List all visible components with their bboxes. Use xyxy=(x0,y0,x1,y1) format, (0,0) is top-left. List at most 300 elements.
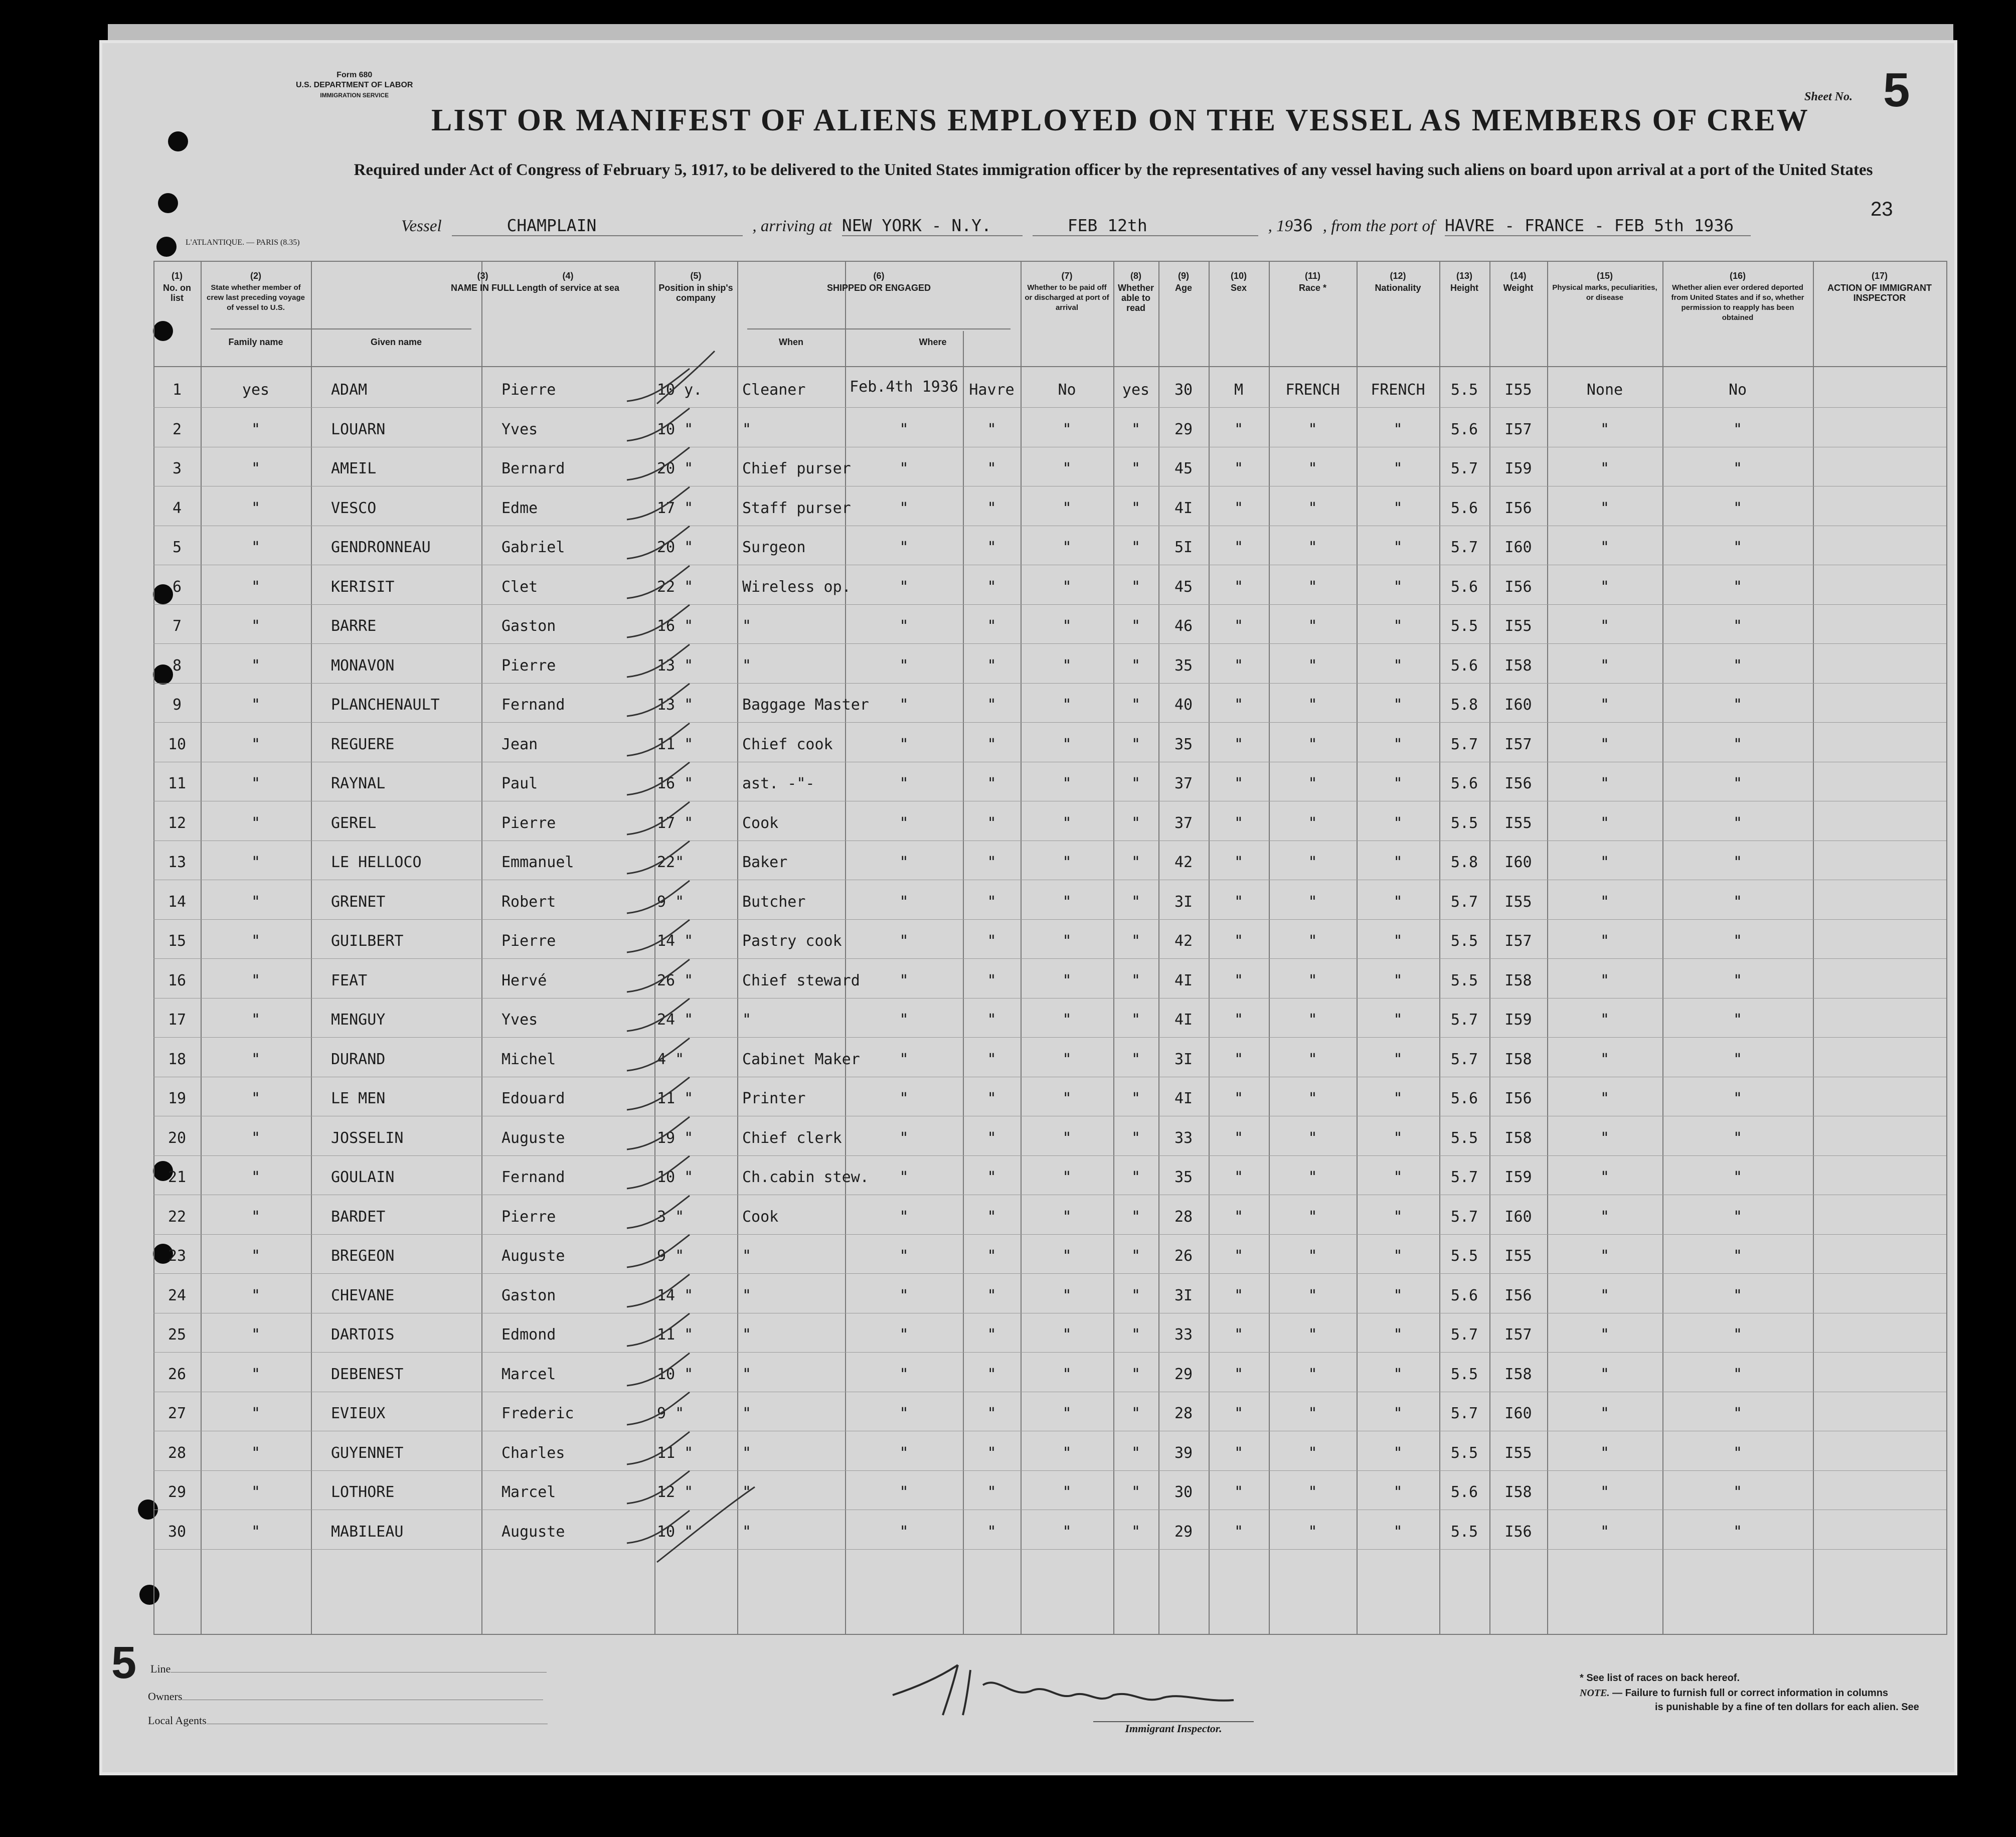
column-label: No. on list xyxy=(163,283,191,303)
cell-read: " xyxy=(1131,1208,1141,1226)
cell-read: " xyxy=(1131,736,1141,753)
column-header xyxy=(1357,271,1439,295)
cell-prev: " xyxy=(251,1405,261,1422)
owners-label: Owners xyxy=(148,1690,543,1703)
cell-family: KERISIT xyxy=(331,578,395,596)
cell-weight: I55 xyxy=(1504,381,1532,399)
cell-marks: " xyxy=(1600,1247,1610,1265)
cell-sex: " xyxy=(1234,1129,1244,1147)
cell-weight: I55 xyxy=(1504,814,1532,832)
cell-height: 5.5 xyxy=(1450,381,1478,399)
cell-given: Gabriel xyxy=(501,539,565,556)
cell-race: " xyxy=(1308,775,1317,792)
cell-read: " xyxy=(1131,499,1141,517)
cell-marks: " xyxy=(1600,1168,1610,1186)
cell-where: " xyxy=(987,814,996,832)
cell-sex: " xyxy=(1234,696,1244,714)
cell-height: 5.5 xyxy=(1450,617,1478,635)
cell-no: 8 xyxy=(172,657,182,675)
cell-where: " xyxy=(987,1444,996,1462)
cell-where: " xyxy=(987,1129,996,1147)
cell-paid: No xyxy=(1058,381,1076,399)
cell-sex: " xyxy=(1234,854,1244,871)
cell-given: Pierre xyxy=(501,657,556,675)
cell-nat: " xyxy=(1393,1483,1403,1501)
cell-height: 5.7 xyxy=(1450,539,1478,556)
cell-position: " xyxy=(742,421,752,438)
table-row xyxy=(153,1523,1946,1562)
cell-no: 12 xyxy=(167,814,187,832)
cell-no: 19 xyxy=(167,1090,187,1107)
cell-no: 18 xyxy=(167,1051,187,1068)
column-number: (4) xyxy=(562,271,574,281)
cell-given: Pierre xyxy=(501,381,556,399)
cell-age: 45 xyxy=(1174,460,1193,477)
cell-weight: I56 xyxy=(1504,775,1532,792)
cell-where: " xyxy=(987,617,996,635)
column-label: Height xyxy=(1450,283,1478,293)
cell-position: " xyxy=(742,1405,752,1422)
cell-nat: " xyxy=(1393,657,1403,675)
cell-position: Staff purser xyxy=(742,499,851,517)
cell-where: " xyxy=(987,578,996,596)
cell-weight: I57 xyxy=(1504,932,1532,950)
column-subheader: Family name xyxy=(228,337,283,347)
cell-family: AMEIL xyxy=(331,460,377,477)
column-label: SHIPPED OR ENGAGED xyxy=(826,283,931,293)
cell-nat: " xyxy=(1393,1051,1403,1068)
cell-height: 5.7 xyxy=(1450,1051,1478,1068)
cell-nat: " xyxy=(1393,1523,1403,1541)
cell-family: LE HELLOCO xyxy=(331,854,422,871)
cell-height: 5.5 xyxy=(1450,1444,1478,1462)
cell-marks: " xyxy=(1600,499,1610,517)
table-row xyxy=(153,1247,1946,1286)
cell-height: 5.6 xyxy=(1450,1090,1478,1107)
column-label: Sex xyxy=(1230,283,1247,293)
cell-prev: " xyxy=(251,775,261,792)
cell-deported: " xyxy=(1733,932,1743,950)
cell-weight: I58 xyxy=(1504,1129,1532,1147)
cell-deported: " xyxy=(1733,893,1743,911)
cell-paid: " xyxy=(1062,814,1072,832)
cell-paid: " xyxy=(1062,460,1072,477)
cell-race: " xyxy=(1308,1168,1317,1186)
cell-paid: " xyxy=(1062,696,1072,714)
cell-given: Edouard xyxy=(501,1090,565,1107)
table-row xyxy=(153,1208,1946,1247)
cell-given: Yves xyxy=(501,1011,538,1029)
column-header xyxy=(1662,271,1813,325)
cell-no: 4 xyxy=(172,499,182,517)
cell-height: 5.5 xyxy=(1450,814,1478,832)
cell-when: " xyxy=(899,1168,909,1186)
note-line-2: is punishable by a fine of ten dollars for each alien. See xyxy=(1655,1702,1919,1713)
cell-height: 5.7 xyxy=(1450,736,1478,753)
cell-sex: " xyxy=(1234,775,1244,792)
header-underline xyxy=(211,328,471,329)
cell-deported: " xyxy=(1733,499,1743,517)
cell-no: 13 xyxy=(167,854,187,871)
cell-prev: " xyxy=(251,1247,261,1265)
cell-paid: " xyxy=(1062,775,1072,792)
cell-read: " xyxy=(1131,1523,1141,1541)
cell-marks: " xyxy=(1600,696,1610,714)
cell-paid: " xyxy=(1062,1444,1072,1462)
cell-deported: " xyxy=(1733,696,1743,714)
cell-position: Wireless op. xyxy=(742,578,851,596)
cell-family: MABILEAU xyxy=(331,1523,404,1541)
cell-family: DURAND xyxy=(331,1051,386,1068)
cell-sex: " xyxy=(1234,421,1244,438)
cell-read: " xyxy=(1131,1051,1141,1068)
cell-sex: " xyxy=(1234,972,1244,989)
cell-no: 20 xyxy=(167,1129,187,1147)
cell-no: 7 xyxy=(172,617,182,635)
cell-position: Cleaner xyxy=(742,381,806,399)
cell-no: 22 xyxy=(167,1208,187,1226)
cell-paid: " xyxy=(1062,1326,1072,1344)
cell-height: 5.6 xyxy=(1450,578,1478,596)
printer-mark: L'ATLANTIQUE. — PARIS (8.35) xyxy=(186,238,300,247)
cell-height: 5.8 xyxy=(1450,854,1478,871)
cell-position: Surgeon xyxy=(742,539,806,556)
cell-paid: " xyxy=(1062,854,1072,871)
column-header xyxy=(1489,271,1547,295)
cell-prev: " xyxy=(251,893,261,911)
cell-read: " xyxy=(1131,1168,1141,1186)
cell-paid: " xyxy=(1062,499,1072,517)
cell-position: " xyxy=(742,1366,752,1383)
cell-where: " xyxy=(987,1247,996,1265)
cell-prev: " xyxy=(251,1011,261,1029)
cell-height: 5.6 xyxy=(1450,421,1478,438)
cell-given: Robert xyxy=(501,893,556,911)
cell-sex: " xyxy=(1234,893,1244,911)
cell-paid: " xyxy=(1062,421,1072,438)
cell-weight: I55 xyxy=(1504,617,1532,635)
cell-prev: " xyxy=(251,578,261,596)
cell-when: " xyxy=(899,1208,909,1226)
cell-deported: " xyxy=(1733,1483,1743,1501)
column-header xyxy=(1813,271,1946,305)
cell-weight: I55 xyxy=(1504,893,1532,911)
cell-height: 5.7 xyxy=(1450,1326,1478,1344)
punch-hole xyxy=(153,321,173,341)
note-line: NOTE. — Failure to furnish full or correct information in columns xyxy=(1580,1688,1889,1699)
cell-nat: " xyxy=(1393,775,1403,792)
cell-deported: " xyxy=(1733,972,1743,989)
cell-marks: " xyxy=(1600,1129,1610,1147)
cell-marks: " xyxy=(1600,893,1610,911)
cell-weight: I60 xyxy=(1504,539,1532,556)
cell-marks: " xyxy=(1600,460,1610,477)
cell-age: 4I xyxy=(1174,1011,1193,1029)
cell-sex: " xyxy=(1234,499,1244,517)
cell-race: " xyxy=(1308,539,1317,556)
cell-deported: " xyxy=(1733,814,1743,832)
cell-read: " xyxy=(1131,421,1141,438)
table-row xyxy=(153,617,1946,656)
cell-read: " xyxy=(1131,1090,1141,1107)
cell-prev: " xyxy=(251,421,261,438)
column-header xyxy=(201,271,311,315)
cell-no: 28 xyxy=(167,1444,187,1462)
cell-deported: " xyxy=(1733,1366,1743,1383)
cell-given: Pierre xyxy=(501,1208,556,1226)
cell-given: Gaston xyxy=(501,1287,556,1304)
column-number: (12) xyxy=(1390,271,1406,281)
column-header xyxy=(1547,271,1662,305)
cell-prev: " xyxy=(251,736,261,753)
cell-given: Fernand xyxy=(501,1168,565,1186)
cell-paid: " xyxy=(1062,1287,1072,1304)
cell-nat: " xyxy=(1393,1287,1403,1304)
cell-family: LOUARN xyxy=(331,421,386,438)
cell-sex: " xyxy=(1234,1444,1244,1462)
cell-race: " xyxy=(1308,893,1317,911)
cell-where: " xyxy=(987,421,996,438)
cell-no: 23 xyxy=(167,1247,187,1265)
cell-race: " xyxy=(1308,1208,1317,1226)
cell-height: 5.7 xyxy=(1450,1405,1478,1422)
cell-given: Edmond xyxy=(501,1326,556,1344)
cell-nat: " xyxy=(1393,1326,1403,1344)
cell-family: REGUERE xyxy=(331,736,395,753)
cell-paid: " xyxy=(1062,972,1072,989)
cell-service: 22" xyxy=(657,854,685,871)
cell-nat: " xyxy=(1393,1444,1403,1462)
cell-age: 3I xyxy=(1174,1051,1193,1068)
cell-marks: " xyxy=(1600,657,1610,675)
cell-sex: " xyxy=(1234,1051,1244,1068)
cell-family: RAYNAL xyxy=(331,775,386,792)
column-label: State whether member of crew last preceding voyage of vessel to U.S. xyxy=(207,283,305,312)
cell-deported: " xyxy=(1733,617,1743,635)
cell-when: " xyxy=(899,1090,909,1107)
cell-given: Edme xyxy=(501,499,538,517)
cell-when: " xyxy=(899,1523,909,1541)
cell-where: " xyxy=(987,1287,996,1304)
cell-read: " xyxy=(1131,1129,1141,1147)
cell-race: " xyxy=(1308,499,1317,517)
cell-race: " xyxy=(1308,736,1317,753)
cell-age: 42 xyxy=(1174,854,1193,871)
cell-nat: " xyxy=(1393,696,1403,714)
cell-prev: " xyxy=(251,1168,261,1186)
cell-deported: " xyxy=(1733,1011,1743,1029)
cell-family: MENGUY xyxy=(331,1011,386,1029)
cell-prev: " xyxy=(251,1287,261,1304)
cell-nat: " xyxy=(1393,854,1403,871)
cell-service: 11 " xyxy=(657,1444,694,1462)
cell-nat: " xyxy=(1393,932,1403,950)
cell-sex: " xyxy=(1234,1287,1244,1304)
cell-weight: I60 xyxy=(1504,854,1532,871)
cell-when: " xyxy=(899,736,909,753)
column-number: (17) xyxy=(1871,271,1888,281)
cell-when: " xyxy=(899,421,909,438)
cell-given: Jean xyxy=(501,736,538,753)
cell-given: Fernand xyxy=(501,696,565,714)
column-label: Race * xyxy=(1298,283,1327,293)
cell-prev: " xyxy=(251,814,261,832)
cell-service: 3 " xyxy=(657,1208,685,1226)
cell-position: Cook xyxy=(742,814,779,832)
cell-where: " xyxy=(987,1405,996,1422)
cell-height: 5.5 xyxy=(1450,1366,1478,1383)
cell-marks: " xyxy=(1600,814,1610,832)
column-number: (8) xyxy=(1130,271,1141,281)
cell-weight: I56 xyxy=(1504,1523,1532,1541)
cell-race: " xyxy=(1308,854,1317,871)
cell-when: " xyxy=(899,1011,909,1029)
cell-age: 30 xyxy=(1174,1483,1193,1501)
cell-when: " xyxy=(899,972,909,989)
cell-service: 24 " xyxy=(657,1011,694,1029)
cell-height: 5.7 xyxy=(1450,460,1478,477)
cell-family: JOSSELIN xyxy=(331,1129,404,1147)
column-label: Nationality xyxy=(1375,283,1421,293)
cell-nat: " xyxy=(1393,1247,1403,1265)
cell-where: " xyxy=(987,1051,996,1068)
cell-service: 16 " xyxy=(657,617,694,635)
cell-deported: " xyxy=(1733,1405,1743,1422)
cell-read: " xyxy=(1131,1287,1141,1304)
cell-prev: " xyxy=(251,657,261,675)
cell-nat: " xyxy=(1393,499,1403,517)
cell-service: 9 " xyxy=(657,1247,685,1265)
cell-race: " xyxy=(1308,1011,1317,1029)
cell-nat: " xyxy=(1393,421,1403,438)
table-row xyxy=(153,736,1946,775)
cell-position: " xyxy=(742,657,752,675)
table-row xyxy=(153,1051,1946,1090)
cell-service: 4 " xyxy=(657,1051,685,1068)
table-row xyxy=(153,1011,1946,1050)
cell-given: Clet xyxy=(501,578,538,596)
cell-read: " xyxy=(1131,696,1141,714)
cell-family: DEBENEST xyxy=(331,1366,404,1383)
cell-where: " xyxy=(987,696,996,714)
cell-marks: " xyxy=(1600,972,1610,989)
manifest-subtitle: Required under Act of Congress of February 5, 1917, to be delivered to the United States immigration officer by the representatives of any vessel having such aliens on board upon arrival at a port of the United States xyxy=(354,161,1873,179)
cell-family: LE MEN xyxy=(331,1090,386,1107)
cell-race: " xyxy=(1308,657,1317,675)
cell-race: " xyxy=(1308,460,1317,477)
cell-family: BARRE xyxy=(331,617,377,635)
cell-when: " xyxy=(899,1405,909,1422)
cell-prev: yes xyxy=(242,381,270,399)
cell-sex: " xyxy=(1234,539,1244,556)
cell-prev: " xyxy=(251,1483,261,1501)
cell-age: 46 xyxy=(1174,617,1193,635)
cell-marks: " xyxy=(1600,736,1610,753)
cell-height: 5.5 xyxy=(1450,1129,1478,1147)
punch-hole xyxy=(156,237,177,257)
cell-sex: " xyxy=(1234,617,1244,635)
table-row xyxy=(153,378,1946,420)
cell-read: yes xyxy=(1122,381,1150,399)
arriving-label: , arriving at xyxy=(752,217,832,235)
cell-position: Printer xyxy=(742,1090,806,1107)
cell-marks: " xyxy=(1600,617,1610,635)
table-row xyxy=(153,1287,1946,1326)
cell-family: EVIEUX xyxy=(331,1405,386,1422)
cell-prev: " xyxy=(251,972,261,989)
cell-weight: I58 xyxy=(1504,657,1532,675)
cell-sex: " xyxy=(1234,1366,1244,1383)
arriving-port: NEW YORK - N.Y. xyxy=(842,216,1023,236)
year-suffix: 36 xyxy=(1293,216,1313,235)
cell-when: " xyxy=(899,460,909,477)
cell-age: 3I xyxy=(1174,893,1193,911)
cell-sex: " xyxy=(1234,578,1244,596)
cell-when: " xyxy=(899,854,909,871)
cell-age: 37 xyxy=(1174,775,1193,792)
cell-where: " xyxy=(987,657,996,675)
cell-prev: " xyxy=(251,1051,261,1068)
header-underline xyxy=(747,328,1011,329)
cell-given: Bernard xyxy=(501,460,565,477)
cell-paid: " xyxy=(1062,1366,1072,1383)
cell-marks: " xyxy=(1600,1523,1610,1541)
cell-height: 5.7 xyxy=(1450,1208,1478,1226)
cell-where: " xyxy=(987,499,996,517)
cell-age: 42 xyxy=(1174,932,1193,950)
cell-position: " xyxy=(742,1011,752,1029)
cell-paid: " xyxy=(1062,893,1072,911)
cell-paid: " xyxy=(1062,1168,1072,1186)
cell-service: 11 " xyxy=(657,1326,694,1344)
cell-deported: " xyxy=(1733,1326,1743,1344)
table-row xyxy=(153,421,1946,460)
cell-where: " xyxy=(987,460,996,477)
cell-paid: " xyxy=(1062,1090,1072,1107)
column-header xyxy=(1269,271,1357,295)
cell-race: " xyxy=(1308,972,1317,989)
vessel-line xyxy=(401,216,1751,236)
cell-no: 24 xyxy=(167,1287,187,1304)
cell-position: ast. -"- xyxy=(742,775,815,792)
cell-position: " xyxy=(742,1326,752,1344)
cell-when: " xyxy=(899,1483,909,1501)
cell-given: Paul xyxy=(501,775,538,792)
cell-sex: " xyxy=(1234,814,1244,832)
cell-weight: I55 xyxy=(1504,1444,1532,1462)
cell-family: GEREL xyxy=(331,814,377,832)
table-row xyxy=(153,1090,1946,1129)
cell-sex: " xyxy=(1234,1208,1244,1226)
cell-when: " xyxy=(899,1287,909,1304)
cell-read: " xyxy=(1131,814,1141,832)
cell-deported: " xyxy=(1733,775,1743,792)
column-header xyxy=(1113,271,1158,315)
cell-marks: None xyxy=(1586,381,1623,399)
column-label: Whether able to read xyxy=(1118,283,1154,313)
cell-deported: " xyxy=(1733,854,1743,871)
footer-list-number: 5 xyxy=(111,1638,137,1688)
cell-sex: " xyxy=(1234,1247,1244,1265)
cell-race: " xyxy=(1308,932,1317,950)
cell-family: GUILBERT xyxy=(331,932,404,950)
cell-prev: " xyxy=(251,539,261,556)
cell-paid: " xyxy=(1062,736,1072,753)
column-label: Position in ship's company xyxy=(658,283,733,303)
cell-service: 16 " xyxy=(657,775,694,792)
table-row xyxy=(153,460,1946,499)
cell-height: 5.8 xyxy=(1450,696,1478,714)
